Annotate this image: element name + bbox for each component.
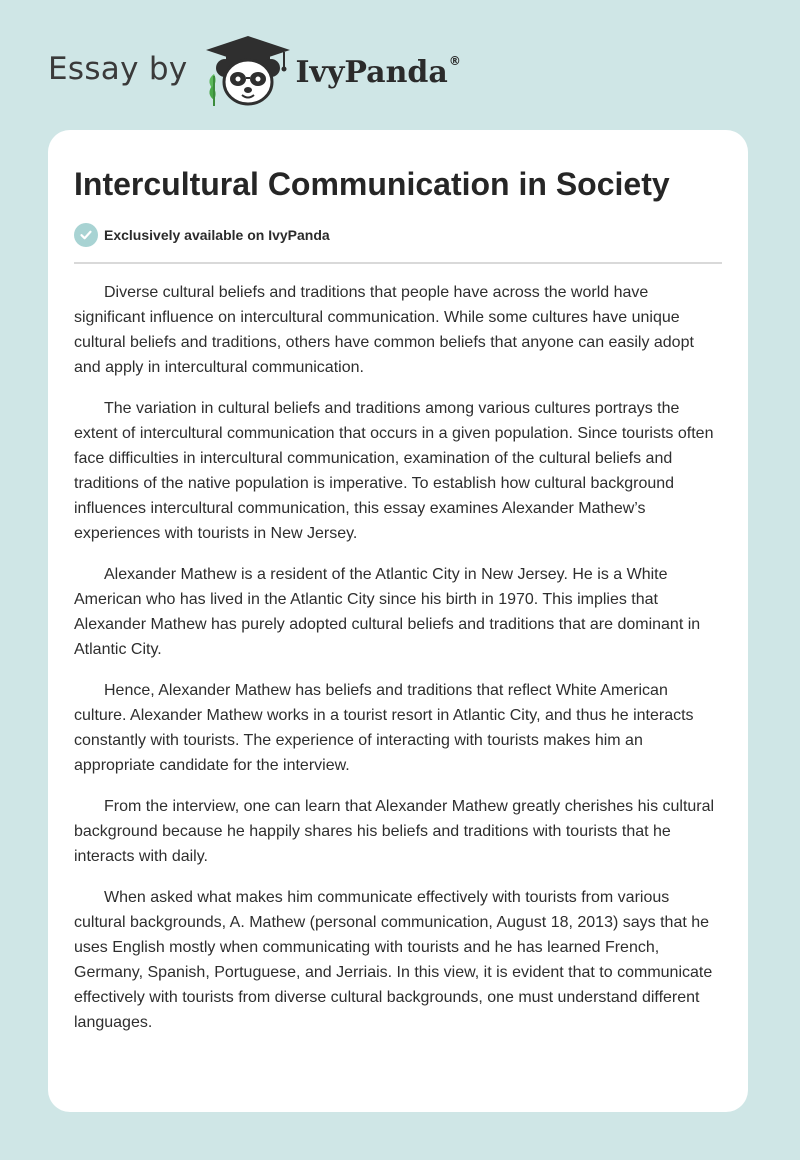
essay-paragraph: The variation in cultural beliefs and traditions among various cultures portrays the extent of intercultural communication that occurs in a given population. Since tourists often face difficulties in intercultural communication, examination of the cultural beliefs and traditions of the native population is imperative. To establish how cultural background influences intercultural communication, this essay examines Alexander Mathew’s experiences with tourists in New Jersey. (74, 400, 714, 542)
title-divider (74, 262, 722, 264)
availability-badge (74, 222, 722, 248)
essay-paragraph: Diverse cultural beliefs and traditions that people have across the world have significant influence on intercultural communication. While some cultures have unique cultural beliefs and traditions, others have common beliefs that anyone can easily adopt and apply in intercultural communication. (74, 284, 694, 376)
availability-label: Exclusively available on IvyPanda (104, 227, 330, 243)
site-header (48, 34, 461, 108)
brand-name[interactable]: IvyPanda (295, 54, 448, 90)
registered-mark: ® (448, 54, 461, 68)
essay-paragraph: Alexander Mathew is a resident of the Atlantic City in New Jersey. He is a White American who has lived in the Atlantic City since his birth in 1970. This implies that Alexander Mathew has purely adopted cultural beliefs and traditions that are dominant in Atlantic City. (74, 566, 701, 658)
essay-paragraph: Hence, Alexander Mathew has beliefs and traditions that reflect White American culture. Alexander Mathew works in a tourist resort in Atlantic City, and thus he interacts constantly with tourists. The experience of interacting with tourists makes him an appropriate candidate for the interview. (74, 682, 694, 774)
essay-paragraph: When asked what makes him communicate effectively with tourists from various cultural backgrounds, A. Mathew (personal communication, August 18, 2013) says that he uses English mostly when communicating with tourists and he has learned French, Germany, Spanish, Portuguese, and Jerriais. In this view, it is evident that to communicate effectively with tourists from diverse cultural backgrounds, one must understand different languages. (74, 889, 713, 1031)
panda-graduate-icon[interactable] (202, 34, 294, 108)
essay-card (48, 130, 748, 1112)
essay-title: Intercultural Communication in Society (74, 166, 670, 202)
essay-body (74, 280, 722, 1035)
essay-by-label: Essay by (48, 51, 188, 87)
check-circle-icon (74, 223, 98, 247)
essay-paragraph: From the interview, one can learn that Alexander Mathew greatly cherishes his cultural background because he happily shares his beliefs and traditions with tourists that he interacts with daily. (74, 798, 715, 865)
